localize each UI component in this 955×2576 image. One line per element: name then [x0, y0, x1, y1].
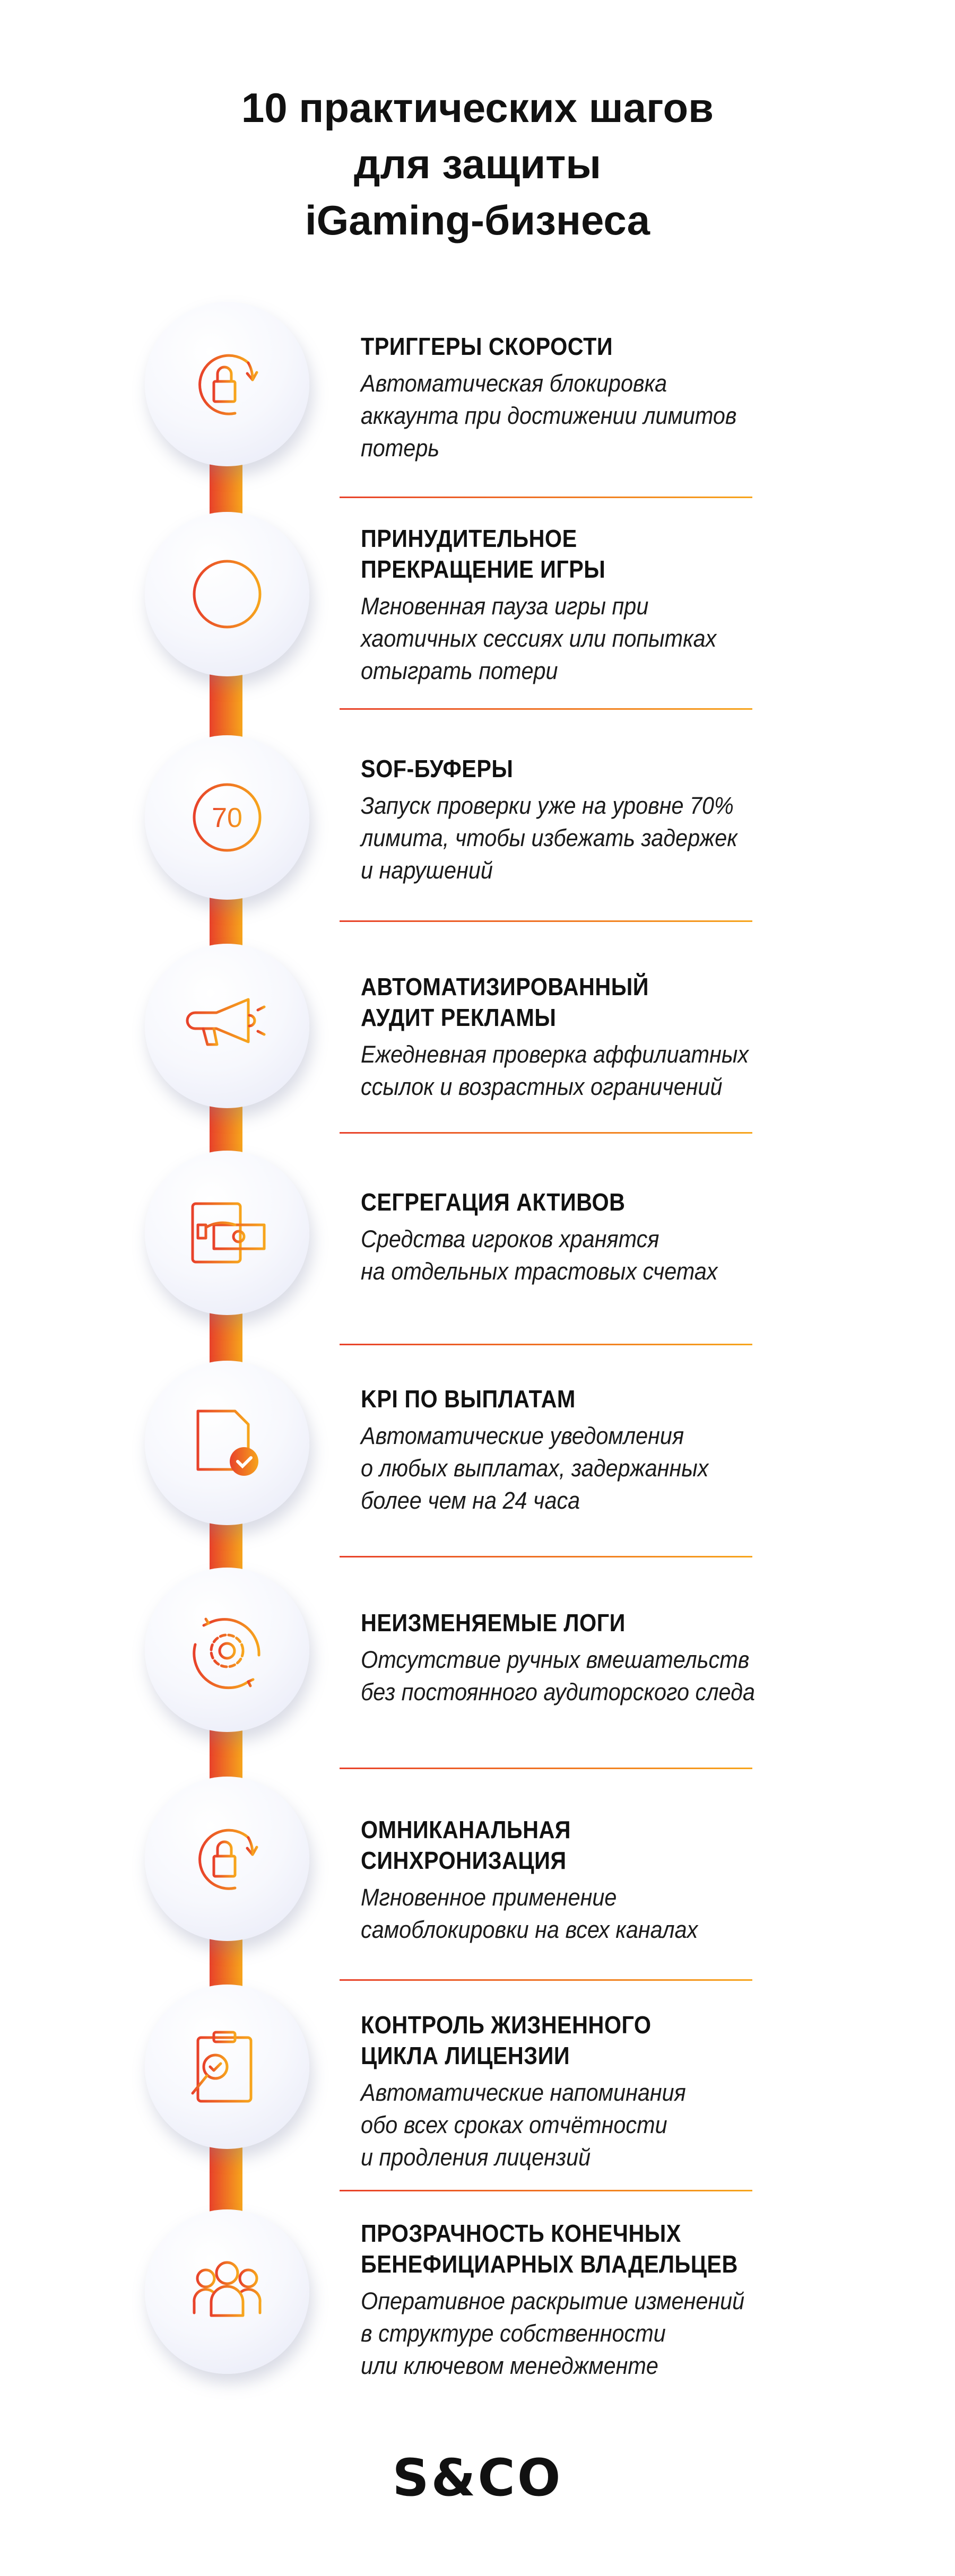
step-heading-line: АУДИТ РЕКЛАМЫ: [361, 1004, 557, 1031]
step-description-line: на отдельных трастовых счетах: [361, 1258, 718, 1285]
step-description-line: и нарушений: [361, 857, 493, 884]
step-heading-line: ЦИКЛА ЛИЦЕНЗИИ: [361, 2042, 570, 2069]
title-line: 10 практических шагов: [241, 84, 714, 131]
step-description-line: Автоматические напоминания: [361, 2079, 686, 2106]
step-icon-circle: [145, 1151, 309, 1315]
step-icon-circle: [145, 1777, 309, 1941]
step-description-line: лимита, чтобы избежать задержек: [361, 824, 737, 851]
step-icon-circle: [145, 2209, 309, 2374]
step-heading: [361, 753, 867, 784]
step-description: [361, 1881, 878, 1946]
step-icon-circle: [145, 735, 309, 900]
step-description: [361, 789, 878, 886]
step-description-line: о любых выплатах, задержанных: [361, 1455, 709, 1482]
step-description-line: Мгновенное применение: [361, 1884, 617, 1911]
step-heading-line: КОНТРОЛЬ ЖИЗНЕННОГО: [361, 2011, 652, 2039]
svg-text:70: 70: [212, 803, 242, 833]
step-description: [361, 1038, 878, 1103]
divider: [340, 1132, 752, 1134]
step-description-line: в структуре собственности: [361, 2320, 666, 2347]
step-icon-circle: [145, 512, 309, 676]
step-description-line: Средства игроков хранятся: [361, 1225, 659, 1252]
step-item: [361, 2009, 923, 2173]
step-description-line: Отсутствие ручных вмешательств: [361, 1646, 750, 1673]
step-description-line: ссылок и возрастных ограничений: [361, 1073, 723, 1100]
step-description: [361, 590, 878, 687]
step-description: [361, 367, 878, 464]
step-description-line: Автоматические уведомления: [361, 1422, 684, 1449]
divider: [340, 1979, 752, 1981]
step-heading-line: ПРИНУДИТЕЛЬНОЕ: [361, 525, 577, 552]
clipboard-search-icon: [185, 2024, 270, 2109]
divider: [340, 2190, 752, 2191]
gear-cycle-icon: [185, 1607, 270, 1692]
step-icon-circle: [145, 1985, 309, 2149]
step-heading-line: СИНХРОНИЗАЦИЯ: [361, 1847, 567, 1874]
step-heading: [361, 2009, 867, 2071]
step-heading-line: ТРИГГЕРЫ СКОРОСТИ: [361, 333, 613, 360]
divider: [340, 1556, 752, 1557]
step-description-line: Мгновенная пауза игры при: [361, 593, 649, 620]
megaphone-icon: [185, 984, 270, 1068]
step-icon-circle: [145, 1568, 309, 1732]
step-heading-line: ПРЕКРАЩЕНИЕ ИГРЫ: [361, 555, 606, 583]
step-heading: [361, 1814, 867, 1876]
money-transfer-icon: [185, 1190, 270, 1275]
lock-refresh-icon: [185, 1816, 270, 1901]
step-description-line: обо всех сроках отчётности: [361, 2111, 667, 2138]
step-description-line: Автоматическая блокировка: [361, 370, 667, 397]
step-item: [361, 1383, 923, 1517]
step-heading: [361, 1187, 867, 1217]
step-heading-line: SOF-БУФЕРЫ: [361, 755, 514, 782]
step-icon-circle: [145, 302, 309, 466]
people-group-icon: [185, 2249, 270, 2334]
step-heading-line: ОМНИКАНАЛЬНАЯ: [361, 1816, 571, 1843]
step-item: [361, 1814, 923, 1946]
step-description-line: и продления лицензий: [361, 2144, 591, 2171]
step-description: [361, 2285, 878, 2382]
step-heading-line: ПРОЗРАЧНОСТЬ КОНЕЧНЫХ: [361, 2220, 681, 2247]
step-description-line: хаотичных сессиях или попытках: [361, 625, 717, 652]
sco-logo: S&CO: [392, 2448, 563, 2508]
title-line: iGaming-бизнеса: [305, 197, 650, 243]
step-item: [361, 753, 923, 886]
step-heading: [361, 331, 867, 362]
step-item: [361, 523, 923, 687]
step-description: [361, 1420, 878, 1517]
step-heading: [361, 1383, 867, 1414]
title-line: для защиты: [354, 141, 601, 187]
seventy-percent-icon: [185, 775, 270, 860]
step-description: [361, 1643, 878, 1708]
step-description-line: Запуск проверки уже на уровне 70%: [361, 792, 734, 819]
step-heading-line: СЕГРЕГАЦИЯ АКТИВОВ: [361, 1188, 626, 1216]
divider: [340, 708, 752, 710]
divider: [340, 920, 752, 922]
step-item: [361, 1187, 923, 1287]
step-item: [361, 971, 923, 1103]
lock-refresh-icon: [185, 342, 270, 427]
step-description: [361, 1223, 878, 1287]
step-description-line: Оперативное раскрытие изменений: [361, 2287, 745, 2314]
step-heading: [361, 2218, 867, 2279]
step-description-line: Ежедневная проверка аффилиатных: [361, 1041, 749, 1068]
step-description-line: более чем на 24 часа: [361, 1487, 580, 1514]
step-heading-line: БЕНЕФИЦИАРНЫХ ВЛАДЕЛЬЦЕВ: [361, 2250, 738, 2278]
document-check-icon: [185, 1400, 270, 1485]
step-heading: [361, 523, 867, 585]
step-heading-line: АВТОМАТИЗИРОВАННЫЙ: [361, 973, 649, 1000]
divider: [340, 1344, 752, 1345]
step-heading-line: KPI ПО ВЫПЛАТАМ: [361, 1385, 576, 1413]
step-description-line: без постоянного аудиторского следа: [361, 1678, 756, 1705]
divider: [340, 497, 752, 498]
step-item: [361, 2218, 923, 2382]
page-title: [0, 80, 955, 248]
step-description-line: потерь: [361, 434, 440, 462]
step-description-line: отыграть потери: [361, 657, 558, 684]
divider: [340, 1768, 752, 1769]
step-item: [361, 1607, 923, 1708]
step-icon-circle: [145, 1361, 309, 1525]
step-heading: [361, 1607, 867, 1638]
step-description: [361, 2076, 878, 2173]
step-heading-line: НЕИЗМЕНЯЕМЫЕ ЛОГИ: [361, 1609, 626, 1637]
step-description-line: самоблокировки на всех каналах: [361, 1916, 698, 1943]
pause-icon: [185, 552, 270, 637]
step-description-line: аккаунта при достижении лимитов: [361, 402, 737, 429]
step-item: [361, 331, 923, 464]
step-icon-circle: [145, 944, 309, 1108]
step-heading: [361, 971, 867, 1033]
step-description-line: или ключевом менеджменте: [361, 2352, 658, 2379]
